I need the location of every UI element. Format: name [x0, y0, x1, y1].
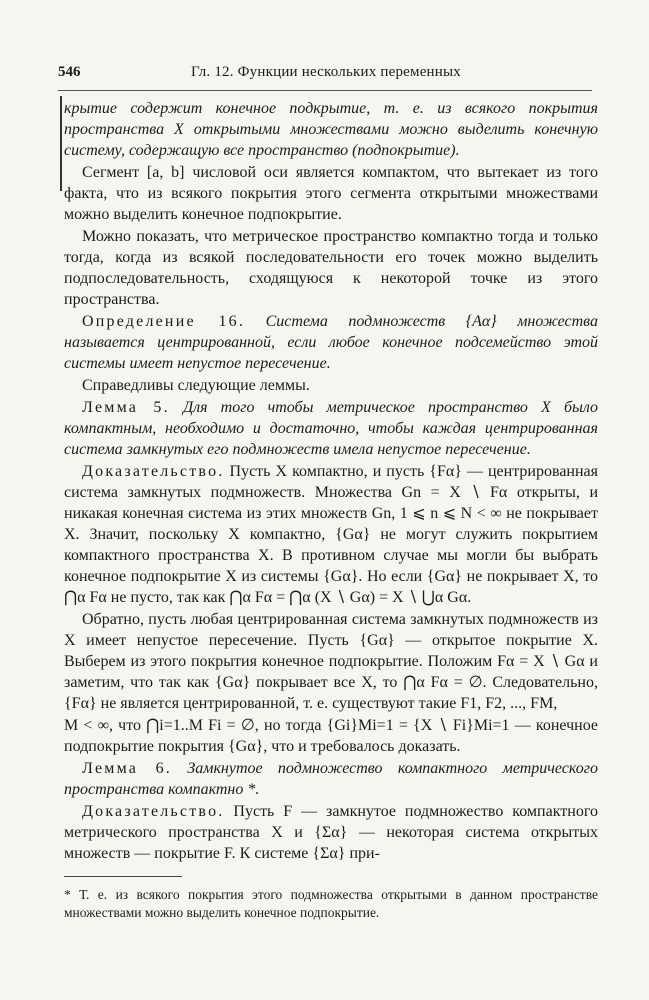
footnote: * Т. е. из всякого покрытия этого подмножества открытыми в данном пространстве множествами можно выделить конечное подпокрытие.	[64, 887, 598, 920]
lemma-5-label: Лемма 5.	[82, 399, 170, 416]
paragraph-2: Сегмент [a, b] числовой оси является компактом, что вытекает из того факта, что из всякого покрытия этого сегмента открытыми множествами можно выделить конечное подпокрытие.	[64, 164, 598, 223]
paragraph-1: крытие содержит конечное подкрытие, т. е. из всякого покрытия пространства X открытыми множествами можно выделить конечную систему, содержащую все пространство (подпокрытие).	[64, 100, 598, 159]
margin-bar	[60, 96, 62, 191]
proof-1-text: Пусть X компактно, и пусть {Fα} — центрированная система замкнутых подмножеств. Множества Gn = X ∖ Fα открыты, и никакая конечная система из этих множеств Gn, 1 ⩽ n ⩽ N < ∞ не покрывает X. Значит, поскольку X компактно, {Gα} не могут служить покрытием компактного пространства X. В противном случае мы могли бы выбрать конечное подпокрытие X из системы {Gα}. Но если {Gα} не покрывает X, то ⋂α Fα не пусто, так как ⋂α Fα = ⋂α (X ∖ Gα) = X ∖ ⋃α Gα.	[64, 463, 599, 606]
running-header	[58, 64, 590, 88]
lemma-5	[64, 397, 598, 460]
proof-2-text: Пусть F — замкнутое подмножество компактного метрического пространства X и {Σα} — некоторая система открытых множеств — покрытие F. К системе {Σα} при-	[64, 803, 598, 862]
proof-1-label: Доказательство.	[82, 463, 225, 480]
paragraph-3: Можно показать, что метрическое пространство компактно тогда и только тогда, когда из всякой последовательности его точек можно выделить подпоследовательность, сходящуюся к некоторой точке из этого пространства.	[64, 228, 598, 308]
header-rule	[58, 90, 592, 91]
page-number: 546	[58, 64, 81, 80]
paragraph-lemmas-intro: Справедливы следующие леммы.	[82, 377, 310, 394]
proof-1	[64, 461, 598, 608]
proof-2-label: Доказательство.	[82, 803, 225, 820]
chapter-title: Гл. 12. Функции нескольких переменных	[191, 64, 461, 80]
definition-text: Система подмножеств {Aα} множества называется центрированной, если любое конечное подсемейство этой системы имеет непустое пересечение.	[64, 313, 599, 372]
lemma-6	[64, 758, 598, 800]
definition-label: Определение 16.	[82, 313, 246, 330]
lemma-5-text: Для того чтобы метрическое пространство X было компактным, необходимо и достаточно, чтобы каждая центрированная система замкнутых его подмножеств имела непустое пересечение.	[64, 399, 598, 458]
proof-2	[64, 801, 598, 864]
lemma-6-text: Замкнутое подмножество компактного метрического пространства компактно *.	[64, 760, 599, 798]
paragraph-formula: M < ∞, что ⋂i=1..M Fi = ∅, но тогда {Gi}Mi=1 = {X ∖ Fi}Mi=1 — конечное подпокрытие покрытия {Gα}, что и требовалось доказать.	[64, 717, 598, 755]
paragraph-converse: Обратно, пусть любая центрированная система замкнутых подмножеств из X имеет непустое пересечение. Пусть {Gα} — открытое покрытие X. Выберем из этого покрытия конечное подпокрытие. Положим Fα = X ∖ Gα и заметим, что так как {Gα} покрывает все X, то ⋂α Fα = ∅. Следовательно, {Fα} не является центрированной, т. е. существуют такие F1, F2, ..., FM,	[64, 611, 598, 712]
lemma-6-label: Лемма 6.	[82, 760, 172, 777]
footnote-rule	[64, 876, 182, 877]
page-body	[64, 98, 598, 865]
definition-16	[64, 311, 598, 374]
